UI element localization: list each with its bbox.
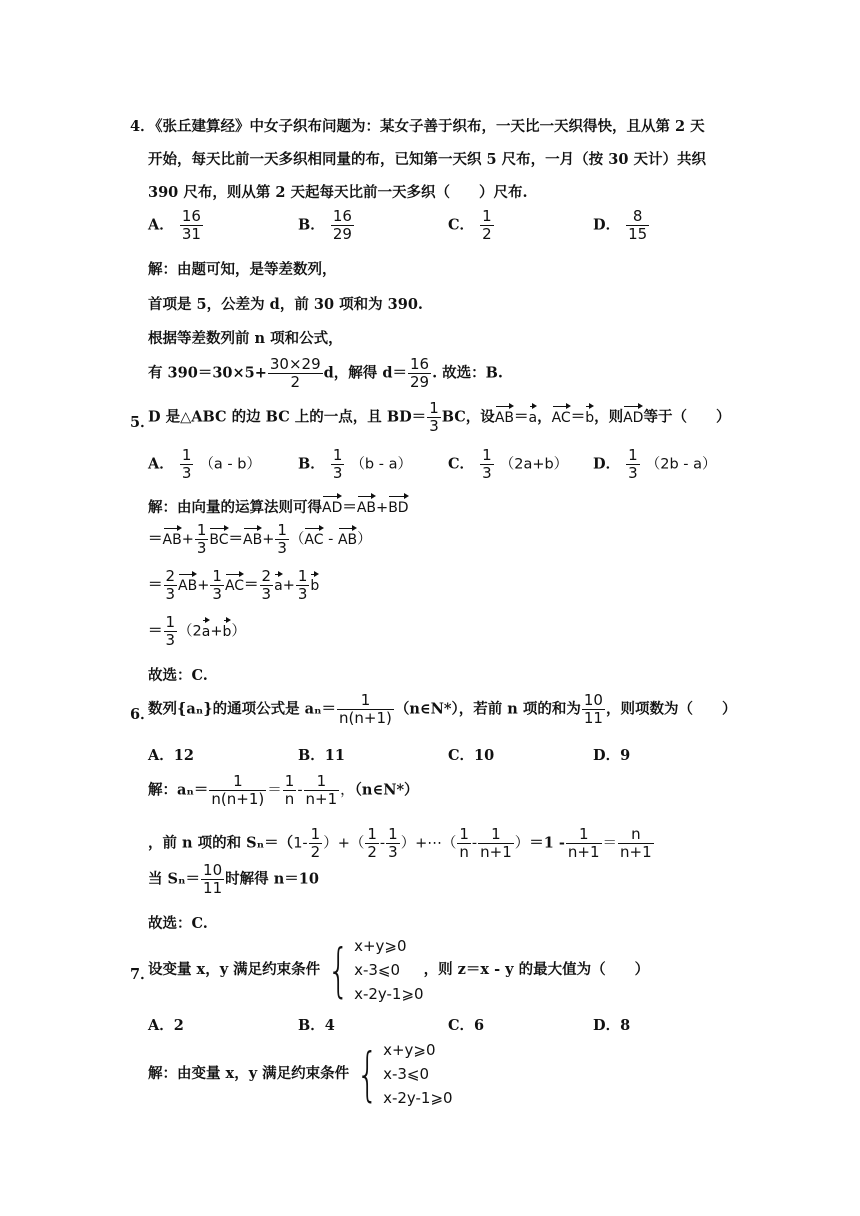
solution-step: 当 Sₙ＝ $\frac{10}{11}$ 时解得 n＝10 [148, 861, 319, 897]
fraction: $\frac{1}{2}$ [310, 825, 321, 861]
solution-step: ，前 n 项的和 Sₙ＝（1- $\frac{1}{2}$ ）+（ $\frac{1}{2}$ - $\frac{1}{3}$ ）+⋯（ $\frac{1}{n}$ - $\frac{1}{n+1}$ ）＝1 - $\frac{1}{n+1}$ ＝ $\frac{n}{n+1}$ [148, 825, 652, 861]
solution-conclusion: 故选：C. [148, 667, 208, 684]
option-c: C．10 [448, 747, 495, 764]
fraction: $\frac{8}{15}$ [628, 207, 648, 243]
solution-text: 首项是 5，公差为 d，前 30 项和为 390. [148, 296, 423, 313]
fraction: $\frac{1}{n+1}$ [480, 825, 512, 861]
solution-step: ＝ $\frac{2}{3}$ AB+ $\frac{1}{3}$ AC＝ $\frac{2}{3}$ a+ $\frac{1}{3}$ b [148, 567, 320, 603]
fraction: $\frac{16}{29}$ [332, 207, 352, 243]
solution-text: 解：由题可知，是等差数列， [148, 261, 337, 278]
vector-ac: AC [552, 404, 571, 425]
vector-a: a [529, 404, 538, 425]
solution-conclusion: 故选：C. [148, 915, 208, 932]
option-c: C．6 [448, 1017, 485, 1034]
option-expression: （2b - a） [645, 456, 717, 473]
question-number: 4． [130, 118, 155, 135]
option-d: D． $\frac{1}{3}$ （2b - a） [593, 446, 717, 482]
option-b: B． $\frac{16}{29}$ [298, 207, 352, 243]
fraction: $\frac{2}{3}$ [261, 567, 272, 603]
question-number: 5． [130, 414, 155, 431]
fraction: $\frac{1}{n+1}$ [567, 825, 600, 861]
option-a: A． $\frac{16}{31}$ [148, 207, 201, 243]
fraction: $\frac{1}{n(n+1)}$ [339, 691, 392, 727]
fraction: $\frac{30\times 29}{2}$ [269, 355, 321, 391]
constraint-system: { x+y⩾0 x-3⩽0 x-2y-1⩾0 [356, 1040, 453, 1108]
constraint-system: { x+y⩾0 x-3⩽0 x-2y-1⩾0 [327, 936, 424, 1004]
option-b: B． $\frac{1}{3}$ （b - a） [298, 446, 412, 482]
question-text: 开始，每天比前一天多织相同量的布，已知第一天织 5 尺布，一月（按 30 天计）共织 [148, 151, 706, 168]
fraction: $\frac{1}{n+1}$ [305, 772, 338, 808]
fraction: $\frac{n}{n+1}$ [620, 825, 652, 861]
fraction: $\frac{1}{n}$ [284, 772, 295, 808]
fraction: $\frac{10}{11}$ [203, 861, 223, 897]
option-b: B．4 [298, 1017, 335, 1034]
option-a: A． $\frac{1}{3}$ （a - b） [148, 446, 261, 482]
fraction: $\frac{1}{3}$ [277, 521, 287, 557]
fraction: $\frac{1}{3}$ [388, 825, 398, 861]
option-expression: （2a+b） [499, 456, 569, 473]
fraction: $\frac{1}{3}$ [165, 613, 176, 649]
fraction: $\frac{1}{2}$ [367, 825, 377, 861]
option-a: A．12 [148, 747, 194, 764]
option-c: C． $\frac{1}{3}$ （2a+b） [448, 446, 569, 482]
vector-b: b [585, 404, 594, 425]
question-number: 7． [130, 966, 155, 983]
question-text: 数列{aₙ}的通项公式是 aₙ＝ $\frac{1}{n(n+1)}$ （n∈N*），若前 n 项的和为 $\frac{10}{11}$ ，则项数为（ ） [148, 691, 737, 727]
vector-ab: AB [495, 404, 514, 425]
fraction: $\frac{1}{3}$ [482, 446, 492, 482]
option-c: C． $\frac{1}{2}$ [448, 207, 492, 243]
solution-text: 解：由变量 x，y 满足约束条件 { x+y⩾0 x-3⩽0 x-2y-1⩾0 [148, 1040, 453, 1108]
fraction: $\frac{1}{3}$ [297, 567, 308, 603]
fraction: $\frac{1}{3}$ [429, 399, 439, 435]
option-d: D．8 [593, 1017, 631, 1034]
option-d: D．9 [593, 747, 631, 764]
option-expression: （b - a） [350, 456, 412, 473]
fraction: $\frac{1}{3}$ [212, 567, 222, 603]
question-number: 6． [130, 706, 155, 723]
fraction: $\frac{2}{3}$ [165, 567, 176, 603]
solution-step: ＝ $\frac{1}{3}$ （2a+b） [148, 613, 246, 649]
vector-ad: AD [623, 404, 643, 425]
fraction: $\frac{1}{n}$ [459, 825, 469, 861]
fraction: $\frac{1}{3}$ [332, 446, 343, 482]
fraction: $\frac{10}{11}$ [583, 691, 603, 727]
fraction: $\frac{1}{n(n+1)}$ [211, 772, 265, 808]
solution-step: ＝AB+ $\frac{1}{3}$ BC＝AB+ $\frac{1}{3}$ （AC - AB） [148, 521, 372, 557]
fraction: $\frac{1}{3}$ [628, 446, 638, 482]
option-b: B．11 [298, 747, 345, 764]
solution-text: 解：aₙ＝ $\frac{1}{n(n+1)}$ ＝ $\frac{1}{n}$ - $\frac{1}{n+1}$ ，（n∈N*） [148, 772, 419, 808]
fraction: $\frac{16}{29}$ [409, 355, 430, 391]
solution-text: 根据等差数列前 n 项和公式， [148, 330, 343, 347]
fraction: $\frac{1}{3}$ [196, 521, 207, 557]
question-text: 设变量 x，y 满足约束条件 { x+y⩾0 x-3⩽0 x-2y-1⩾0 ，则 z＝x - y 的最大值为（ ） [148, 936, 650, 1004]
fraction: $\frac{1}{3}$ [181, 446, 192, 482]
solution-text: 有 390＝30×5+ $\frac{30\times 29}{2}$ d，解得 d＝ $\frac{16}{29}$ . 故选：B. [148, 355, 503, 391]
option-a: A．2 [148, 1017, 184, 1034]
solution-text: 解：由向量的运算法则可得AD＝AB+BD [148, 494, 409, 517]
option-expression: （a - b） [199, 456, 261, 473]
option-d: D． $\frac{8}{15}$ [593, 207, 648, 243]
question-text: 《张丘建算经》中女子织布问题为：某女子善于织布，一天比一天织得快，且从第 2 天 [148, 118, 705, 135]
fraction: $\frac{1}{2}$ [482, 207, 492, 243]
question-text: D 是△ABC 的边 BC 上的一点，且 BD＝ $\frac{1}{3}$ BC，设AB＝a，AC＝b，则AD等于（ ） [148, 399, 731, 435]
question-text: 390 尺布，则从第 2 天起每天比前一天多织（ ）尺布. [148, 184, 528, 201]
fraction: $\frac{16}{31}$ [181, 207, 201, 243]
